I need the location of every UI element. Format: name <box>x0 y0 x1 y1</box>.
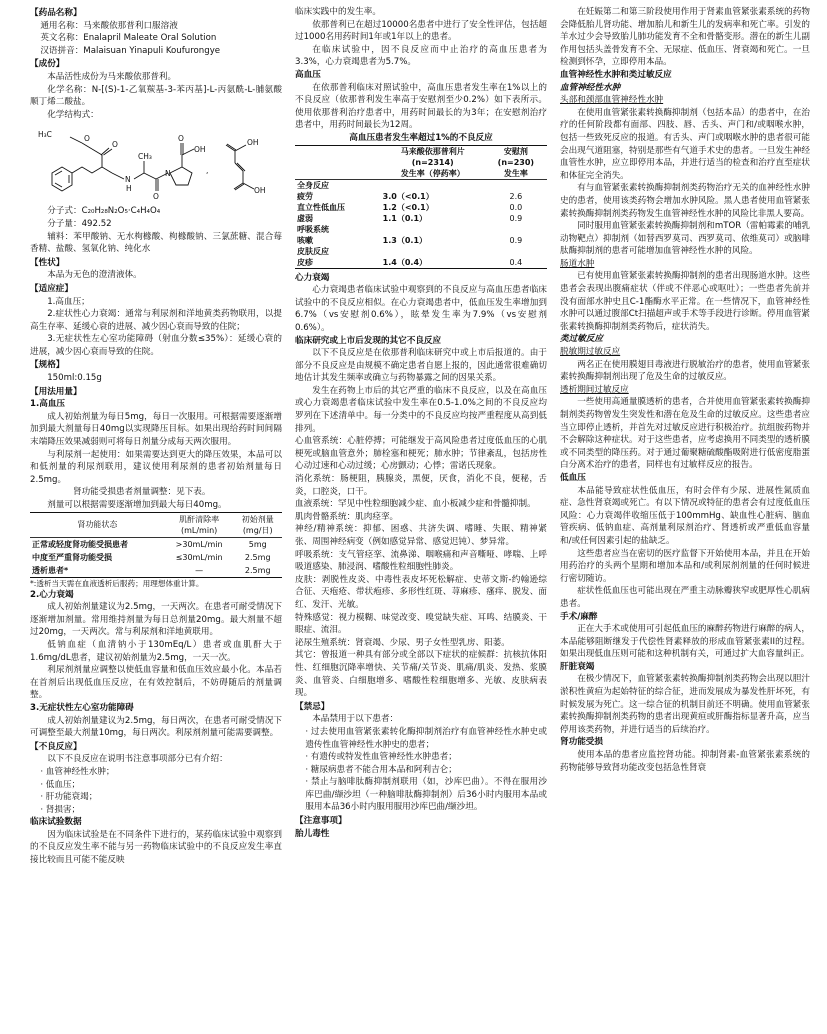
hypotension-heading: 低血压 <box>560 472 586 483</box>
struct-label-nh: N <box>125 175 131 185</box>
surgery-heading: 手术/麻醉 <box>560 611 598 622</box>
english-name: 英文名称：Enalapril Maleate Oral Solution <box>40 33 217 44</box>
desensitization-heading: 脱敏期过敏反应 <box>560 347 621 358</box>
col2-paragraph-7: 发生在药物上市后的其它严重的临床不良反应，以及在高血压或心力衰竭患者临床试验中发生率在0.5-1.0%之间的不良反应均罗列在下述清单中。每一分类中的不良反应均按严重程度从高到低排列。 <box>295 385 547 434</box>
clinical-trial-paragraph: 因为临床试验是在不同条件下进行的，某药临床试验中观察到的不良反应发生率不能与另一药物临床试验中的不良反应发生率直接比较而且可能不能反映 <box>30 829 282 866</box>
ae-table-title: 高血压患者发生率超过1%的不良反应 <box>349 132 493 143</box>
section-contraindications: 【禁忌】 <box>295 701 330 712</box>
table-row: 呼吸系统 <box>297 224 329 234</box>
dosage-lvd-heading: 3.无症状性左心室功能障碍 <box>30 702 134 713</box>
table-row: 中度至严重肾功能受损 ≤30mL/min 2.5mg <box>32 552 271 562</box>
hepatic-failure-heading: 肝脏衰竭 <box>560 661 595 672</box>
ae-col-placebo: 安慰剂(n=230) 发生率 <box>485 145 547 179</box>
dosage-paragraph-4: 剂量可以根据需要逐渐增加到最大每日40mg。 <box>47 500 227 510</box>
renal-col-clearance: 肌酐清除率 (mL/min) <box>165 512 234 537</box>
col3-paragraph-3: 有与血管紧张素转换酶抑制剂类药物治疗无关的血神经性水肿史的患者，使用该类药物会增加水肿风险。黑人患者使用血管紧张素转换酶抑制剂类药物发生血管神经性水肿的风险比非黑人要高。 <box>560 183 810 219</box>
chemical-name: 化学名称：N-[(S)-1-乙氧羰基-3-苯丙基]-L-丙氨酰-L-脯氨酸顺丁烯二酸盐。 <box>30 84 282 108</box>
nervous-reactions: 神经/精神系统：抑郁、困惑、共济失调、嗜睡、失眠、精神紧张、周围神经病变（例如感觉异常、感觉迟钝）、梦异常。 <box>295 524 547 547</box>
musculoskeletal-reactions: 肌肉骨骼系统：肌肉痉挛。 <box>295 511 399 522</box>
section-description: 【性状】 <box>30 257 65 268</box>
adverse-event-table <box>295 145 547 269</box>
struct-label-ch3: CH₃ <box>138 152 152 162</box>
ae-col-enalapril: 马来酸依那普利片(n=2314) 发生率（停药率） <box>381 145 485 179</box>
section-drug-name: 【药品名称】 <box>30 8 82 18</box>
urogenital-reactions: 泌尿生殖系统：肾衰竭、少尿、男子女性型乳房、阳萎。 <box>295 637 510 648</box>
struct-label-o-amide: O <box>153 192 159 202</box>
anaphylactoid-heading: 类过敏反应 <box>560 334 603 345</box>
indication-1: 1.高血压； <box>47 296 90 307</box>
col2-paragraph-5: 心力衰竭患者临床试验中观察到的不良反应与高血压患者临床试验中的不良反应相似。在心力衰竭患者中，低血压发生率增加到6.7%（vs安慰剂0.6%），眩晕发生率为7.9%（vs安慰剂0.6%）。 <box>295 285 547 333</box>
renal-col-status: 肾功能状态 <box>30 512 165 537</box>
special-senses-reactions: 特殊感觉：视力模糊、味觉改变、嗅觉缺失症、耳鸣、结膜炎、干眼症、流泪。 <box>295 612 547 636</box>
section-indications: 【适应症】 <box>30 283 73 294</box>
dosage-paragraph-5: 成人初始剂量建议为2.5mg，一天两次。在患者可耐受情况下逐渐增加剂量。常用维持剂量为每日总剂量20mg。最大剂量不超过20mg，一天两次。常与利尿剂和洋地黄联用。 <box>30 602 282 638</box>
struct-label-o-acid: O <box>178 134 184 144</box>
indication-2: 2.症状性心力衰竭：通常与利尿剂和洋地黄类药物联用，以提高生存率、延缓心衰的进展、减少因心衰而导致的住院； <box>30 309 282 332</box>
col2-paragraph-1: 临床实践中的发生率。 <box>295 7 381 17</box>
pinyin-name: 汉语拼音：Malaisuan Yinapuli Koufurongye <box>40 45 221 56</box>
other-reactions: 其它：曾报道一种具有部分或全部以下症状的症候群：抗核抗体阳性、红细胞沉降率增快、关节痛/关节炎、肌痛/肌炎、发热、浆膜炎、血管炎、白细胞增多、嗜酸性粒细胞增多、光敏、皮肤病表现。 <box>295 650 547 699</box>
composition-active: 本品活性成份为马来酸依那普利。 <box>47 71 177 82</box>
table-row: 皮疹 1.4（0.4） 0.4 <box>295 257 547 269</box>
structure-label: 化学结构式： <box>47 109 99 120</box>
specification-text: 150ml:0.15g <box>47 373 102 384</box>
list-item: · 低血压； <box>40 779 81 790</box>
struct-label-oh: OH <box>194 145 206 155</box>
struct-label-n: N <box>165 169 171 179</box>
table-row: 全身反应 <box>297 180 329 190</box>
adverse-intro: 以下不良反应在说明书注意事项部分已有介绍： <box>47 754 228 765</box>
dosage-paragraph-3: 肾功能受损患者剂量调整：见下表。 <box>72 487 211 498</box>
list-item: · 肝功能衰竭； <box>40 792 98 803</box>
contraindication-intro: 本品禁用于以下患者： <box>312 714 399 725</box>
hematologic-reactions: 血液系统：罕见中性粒细胞减少症、血小板减少症和骨髓抑制。 <box>295 499 536 510</box>
common-name: 通用名称：马来酸依那普利口服溶液 <box>40 20 178 31</box>
excipients: 辅料：苯甲酸钠、无水枸橼酸、枸橼酸钠、三氯蔗糖、混合莓香精、盐酸、氢氧化钠、纯化水 <box>30 231 282 255</box>
col2-paragraph-6: 以下不良反应是在依那普利临床研究中或上市后报道的。由于部分不良反应是由规模不确定患者自愿上报的，因此通常很难确切地估计其发生频率或确立与药物暴露之间的因果关系。 <box>295 348 547 384</box>
column-1 <box>30 6 282 1030</box>
head-neck-angioedema-heading: 头部和颈部血管神经性水肿 <box>560 95 664 106</box>
section-adverse-reactions: 【不良反应】 <box>30 741 82 752</box>
dialysis-heading: 透析期间过敏反应 <box>560 384 629 395</box>
molecular-weight: 分子量：492.52 <box>47 218 112 229</box>
struct-label-oh-maleic2: OH <box>254 186 266 196</box>
hypertension-heading: 高血压 <box>295 69 321 80</box>
renal-dose-table <box>30 512 282 578</box>
dosage-hypertension-heading: 1.高血压 <box>30 399 66 410</box>
table-row: 直立性低血压 1.2（<0.1） 0.0 <box>297 202 523 212</box>
dosage-paragraph-6: 低钠血症（血清钠小于130mEq/L）患者或血肌酐大于1.6mg/dL患者，建议初始剂量为2.5mg，一天一次。 <box>30 639 282 663</box>
list-item: · 糖尿病患者不能合用本品和阿利吉仑； <box>305 764 457 775</box>
renal-impairment-heading: 肾功能受损 <box>560 737 603 748</box>
col2-paragraph-4: 在依那普利临床对照试验中，高血压患者发生率在1%以上的不良反应（依那普利发生率高于安慰剂至少0.2%）如下表所示。使用依那普利治疗患者中，用药时间最长的为3年；在安慰剂治疗患者中，用药时间最长为12周。 <box>295 82 547 131</box>
cardiovascular-reactions: 心血管系统：心脏停搏；可能继发于高风险患者过度低血压的心肌梗死或脑血管意外；肺栓塞和梗死；肺水肿；节律紊乱，包括房性心动过速和心动过缓；心房颤动；心悸；雷诺氏现象。 <box>295 436 547 472</box>
dosage-heart-failure-heading: 2.心力衰竭 <box>30 589 74 600</box>
postmarketing-heading: 临床研究或上市后发现的其它不良反应 <box>295 335 442 346</box>
digestive-reactions: 消化系统：肠梗阻，胰腺炎，黑便，厌食，消化不良，便秘，舌炎，口腔炎，口干。 <box>295 474 547 497</box>
col3-paragraph-5: 已有使用血管紧张素转换酶抑制剂的患者出现肠道水肿。这些患者会表现出腹痛症状（伴或不伴恶心或呕吐）；一些患者先前并没有面部水肿史且C-1酯酶水平正常。在一些情况下，血管神经性水肿可以通过腹部Ct扫描超声或手术等手段进行诊断。停用血管紧张素转换酶抑制剂类药物后，症状消失。 <box>560 271 810 332</box>
angioedema-section-heading: 血管神经性水肿和类过敏反应 <box>560 69 672 80</box>
col3-paragraph-13: 使用本品的患者应监控肾功能。抑制肾素-血管紧张素系统的药物能够导致肾功能改变包括急性肾衰 <box>560 750 810 773</box>
renal-table-footnote: *:透析当天需在血液透析后服药；用理想体重计算。 <box>30 578 204 588</box>
table-row: 咳嗽 1.3（0.1） 0.9 <box>297 235 523 245</box>
struct-label-o-carbonyl: O <box>112 140 118 150</box>
struct-label-comma: , <box>206 166 209 176</box>
col3-paragraph-2: 在使用血管紧张素转换酶抑制剂（包括本品）的患者中，在治疗的任何阶段都有面部、四肢、唇、舌头、声门和/或咽喉水肿，包括一些致死反应的报道。有舌头、声门或咽喉水肿的患者很可能会出现气道阻塞，特别是那些有气道手术史的患者。一旦发生神经血管性水肿，应立即停用本品，并进行适当的检查和治疗直至症状和体征完全消失。 <box>560 107 810 181</box>
col3-paragraph-10: 症状性低血压也可能出现在严重主动脉瓣狭窄或肥厚性心肌病患者。 <box>560 586 810 609</box>
table-row: 疲劳 3.0（<0.1） 2.6 <box>297 191 523 201</box>
col3-paragraph-11: 正在大手术或使用可引起低血压的麻醉药物进行麻醉的病人，本品能够阻断继发于代偿性肾素释放的形成血管紧张素II的过程。如果出现低血压则可能和这种机制有关，可通过扩大血容量纠正。 <box>560 624 810 660</box>
table-row: 透析患者* — 2.5mg <box>30 564 282 578</box>
col2-paragraph-3: 在临床试验中，因不良反应而中止治疗的高血压患者为3.3%，心力衰竭患者为5.7%。 <box>295 44 547 68</box>
renal-col-dose: 初始剂量 (mg/日) <box>233 512 282 537</box>
dosage-paragraph-8: 成人初始剂量建议为2.5mg，每日两次，在患者可耐受情况下可调整至最大剂量10mg，每日两次。利尿剂剂量可能需要调整。 <box>30 715 282 739</box>
molecular-formula: 分子式：C₂₀H₂₈N₂O₅·C₄H₄O₄ <box>47 206 161 217</box>
fetal-toxicity-heading: 胎儿毒性 <box>295 828 330 839</box>
chemical-structure-figure <box>30 123 282 203</box>
list-item: · 有遗传或特发性血管神经性水肿患者； <box>305 752 457 763</box>
skin-reactions: 皮肤：剥脱性皮炎、中毒性表皮坏死松解症、史蒂文斯-约翰逊综合征、天疱疮、带状疱疹、多形性红斑、荨麻疹、瘙痒、脱发、面红、发汗、光敏。 <box>295 574 547 610</box>
col3-paragraph-1: 在妊娠第二和第三阶段使用作用于肾素血管紧张素系统的药物会降低胎儿肾功能、增加胎儿和新生儿的发病率和死亡率。引发的羊水过少会导致胎儿肺功能发育不全和骨骼变形。潜在的新生儿副作用包括头盖骨发育不全、无尿症、低血压、肾衰竭和死亡。一旦检测到怀孕，立即停用本品。 <box>560 7 810 68</box>
heart-failure-heading: 心力衰竭 <box>295 272 330 283</box>
struct-label-h3c: H₃C <box>38 130 52 140</box>
column-3 <box>560 6 810 1030</box>
table-row: 虚弱 1.1（0.1） 0.9 <box>297 213 523 223</box>
description-text: 本品为无色的澄清液体。 <box>47 270 142 281</box>
section-specification: 【规格】 <box>30 360 65 371</box>
list-item: · 禁止与脑啡肽酶抑制剂联用（如，沙库巴曲）。不得在服用沙库巴曲/缬沙坦（一种脑啡肽酶抑制剂）后36小时内服用本品或服用本品36小时内服用服用沙库巴曲/缬沙坦。 <box>305 777 547 813</box>
intestinal-angioedema-heading: 肠道水肿 <box>560 258 595 269</box>
table-row: 皮肤反应 <box>297 246 329 256</box>
column-2 <box>295 6 547 1030</box>
col3-paragraph-6: 两名正在使用膜翅目毒液进行脱敏治疗的患者，使用血管紧张素转换酶抑制剂出现了危及生命的过敏反应。 <box>560 359 810 383</box>
list-item: · 肾损害； <box>40 804 81 815</box>
section-composition: 【成份】 <box>30 59 65 70</box>
table-row: 正常或轻度肾功能受损患者 >30mL/min 5mg <box>32 539 267 549</box>
struct-label-oh-maleic1: OH <box>247 138 259 148</box>
section-precautions: 【注意事项】 <box>295 816 347 827</box>
angioedema-heading: 血管神经性水肿 <box>560 82 621 93</box>
section-dosage: 【用法用量】 <box>30 386 82 397</box>
col3-paragraph-7: 一些使用高通量膜透析的患者，合并使用血管紧张素转换酶抑制剂类药物曾发生突发性和潜在危及生命的过敏反应。这些患者应当立即停止透析，并首先对过敏反应进行积极治疗。抗组胺药物并不会解除这种症状。对于这些患者，应考虑换用不同类型的透析膜或不同类型的降压药。对于通过葡聚糖硫酸酯吸附进行低密度脂蛋白分离术治疗的患者，同样也有过敏样反应的报告。 <box>560 397 810 471</box>
struct-label-o: O <box>84 134 90 144</box>
col2-paragraph-2: 依那普利已在超过10000名患者中进行了安全性评估，包括超过1000名用药时间1年或1年以上的患者。 <box>295 19 547 43</box>
respiratory-reactions: 呼吸系统：支气管痉挛、流鼻涕、咽喉痛和声音嘶哑、哮喘、上呼吸道感染、肺浸润、嗜酸性粒细胞性肺炎。 <box>295 549 547 573</box>
struct-label-h: H <box>126 184 132 194</box>
dosage-paragraph-2: 与利尿剂一起使用：如果需要达到更大的降压效果，本品可以和低剂量的利尿剂联用，建议使用利尿剂的患者初始剂量每日2.5mg。 <box>30 449 282 485</box>
col3-paragraph-12: 在极少情况下，血管紧张素转换酶抑制剂类药物会出现以胆汁淤积性黄疸为起始特征的综合征，进而发展成为暴发性肝坏死，有时候发展为死亡。这一综合征的机制目前还不明确。使用血管紧张素转换酶抑制剂类药物的患者出现黄疸或肝酶指标显著升高，应当停用该类药物，并进行适当的后续治疗。 <box>560 674 810 735</box>
indication-3: 3.无症状性左心室功能障碍（射血分数≤35%）：延缓心衰的进展，减少因心衰而导致的住院。 <box>30 334 282 357</box>
dosage-paragraph-1: 成人初始剂量为每日5mg，每日一次服用。可根据需要逐渐增加到最大剂量每日40mg以实现降压目标。如果出现给药时间间隔末端降压效果减弱则可将每日剂量分成每天两次服用。 <box>30 411 282 448</box>
clinical-trial-heading: 临床试验数据 <box>30 817 82 828</box>
dosage-paragraph-7: 利尿剂剂量应调整以使低血容量和低血压效应最小化。本品若在首剂后出现低血压反应，在有效控制后，不妨碍随后的剂量调整。 <box>30 665 282 701</box>
col3-paragraph-9: 这些患者应当在密切的医疗监督下开始使用本品，并且在开始用药治疗的头两个星期和增加本品和/或利尿剂剂量的任何时候进行密切随访。 <box>560 548 810 584</box>
list-item: · 血管神经性水肿； <box>40 766 115 777</box>
list-item: · 过去使用血管紧张素转化酶抑制剂治疗有血管神经性水肿史或遗传性血管神经性水肿史的患者； <box>305 726 547 750</box>
chemical-structure-drawing <box>30 123 282 203</box>
col3-paragraph-4: 同时服用血管紧张素转换酶抑制剂和mTOR（雷帕霉素的哺乳动物靶点）抑制剂（如替西罗莫司、西罗莫司、依维莫司）或脑啡肽酶抑制剂的患者可能增加血管神经性水肿的风险。 <box>560 221 810 257</box>
col3-paragraph-8: 本品能导致症状性低血压，有时会伴有少尿、进展性氮质血症、急性肾衰竭或死亡。有以下情况或特征的患者会有过度低血压风险：心力衰竭伴收缩压低于100mmHg、缺血性心脏病、脑血管疾病、低钠血症、高剂量利尿剂治疗、肾透析或严重低血容量和/或任何因素引起的盐缺乏。 <box>560 485 810 546</box>
